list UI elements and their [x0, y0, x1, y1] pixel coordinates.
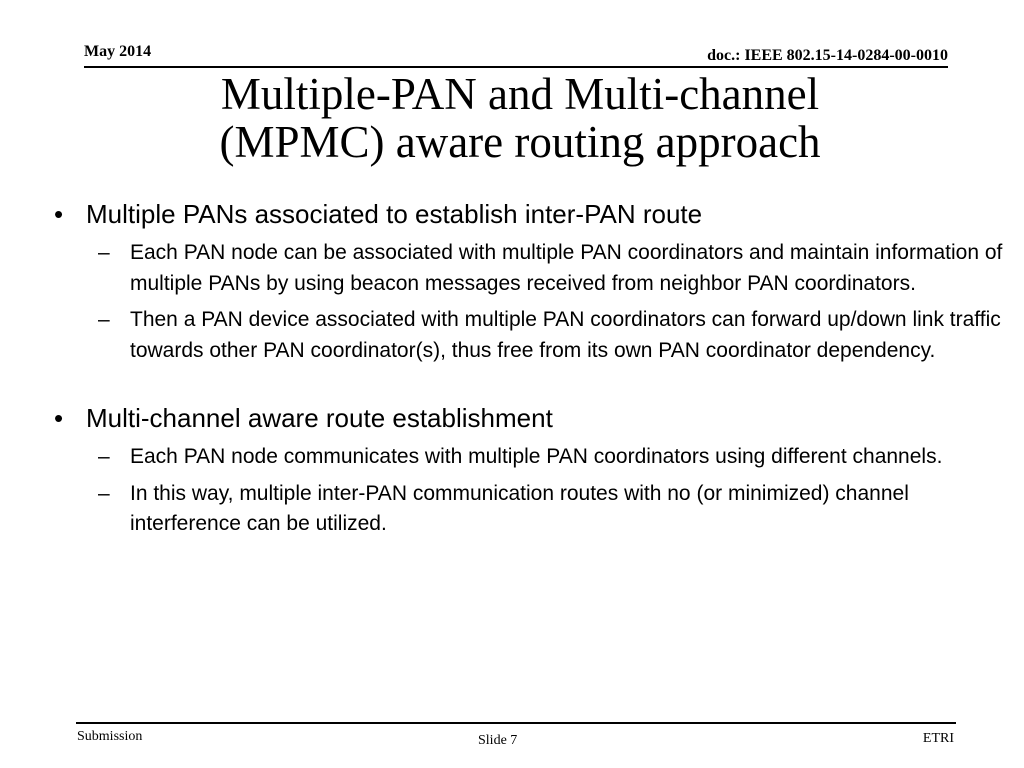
sub-bullet-mark: – — [98, 308, 110, 331]
bullet-item — [48, 402, 1014, 434]
sub-bullet-text: In this way, multiple inter-PAN communication routes with no (or minimized) channel interference can be utilized. — [130, 481, 909, 535]
sub-bullet-item — [98, 238, 1014, 299]
footer-organization: ETRI — [922, 731, 954, 746]
footer-submission: Submission — [77, 729, 143, 744]
footer-rule — [76, 722, 956, 724]
sub-bullet-text: Each PAN node communicates with multiple PAN coordinators using different channels. — [130, 445, 943, 468]
sub-bullet-mark: – — [98, 241, 110, 264]
bullet-text: Multiple PANs associated to establish inter-PAN route — [86, 199, 703, 229]
slide-title-line-1: Multiple-PAN and Multi-channel — [220, 69, 820, 119]
bullet-text: Multi-channel aware route establishment — [86, 403, 553, 433]
footer-slide-number: Slide 7 — [478, 733, 518, 748]
sub-bullet-text: Each PAN node can be associated with multiple PAN coordinators and maintain information of multiple PANs by using beacon messages received from neighbor PAN coordinators. — [130, 241, 1003, 295]
bullet-item — [48, 198, 1014, 230]
sub-bullet-item — [98, 305, 1014, 366]
sub-bullet-item — [98, 479, 1014, 540]
section-gap — [48, 372, 1014, 402]
sub-bullet-text: Then a PAN device associated with multiple PAN coordinators can forward up/down link traffic towards other PAN coordinator(s), thus free from its own PAN coordinator dependency. — [130, 308, 1001, 362]
slide-title — [84, 70, 956, 166]
slide-title-line-2: (MPMC) aware routing approach — [219, 117, 821, 167]
slide-body — [48, 198, 1014, 546]
header-doc-id: doc.: IEEE 802.15-14-0284-00-0010 — [707, 47, 948, 64]
header-rule — [84, 66, 948, 68]
sub-bullet-item — [98, 442, 1014, 473]
bullet-mark: • — [54, 403, 64, 433]
header-date: May 2014 — [84, 43, 152, 60]
sub-bullet-mark: – — [98, 481, 110, 505]
sub-bullet-mark: – — [98, 445, 110, 468]
bullet-mark: • — [54, 199, 64, 229]
